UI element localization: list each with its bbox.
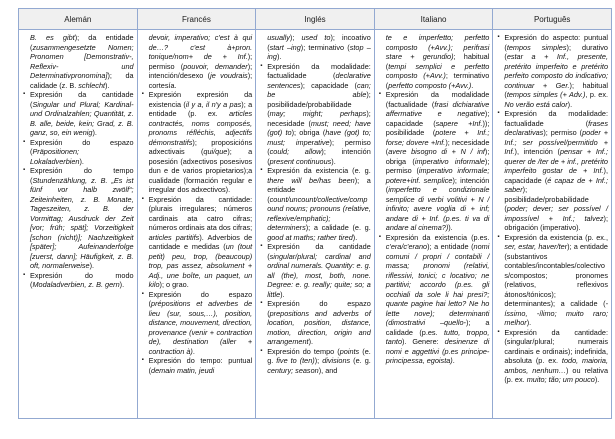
example-text: il y a, il n'y a pas xyxy=(185,99,242,109)
list-item xyxy=(378,233,490,366)
bullet-icon: ▪ xyxy=(23,167,26,173)
list-item xyxy=(378,33,490,90)
bullet-icon: ▪ xyxy=(497,233,500,240)
descriptor-text: , p. ex. xyxy=(585,90,609,99)
column-header-portugues: Português xyxy=(493,9,612,30)
example-text: can; be able xyxy=(267,80,371,99)
descriptor-text: Expresión da existencia (e. g. xyxy=(267,166,371,175)
descriptor-text: ); permiso ( xyxy=(543,128,583,137)
bullet-icon: ▪ xyxy=(23,271,26,278)
example-text: ser, estar, haver/ter xyxy=(504,242,568,251)
example-text: estar a + Inf., presente, pretérito imperfeito e pretérito perfeito composto do indicativo; continuar + Ger. xyxy=(504,52,608,90)
descriptor-text: ). xyxy=(79,156,84,166)
example-text: qui/que xyxy=(203,147,228,156)
descriptor-text: ); a calidade (e. g. xyxy=(305,223,371,232)
column-cell-2 xyxy=(256,30,375,419)
descriptor-text: Expresión do aspecto: puntual ( xyxy=(504,33,608,52)
bullet-icon: ▪ xyxy=(378,233,381,240)
example-text: there will be/has been xyxy=(267,175,355,185)
example-text: perfetto composto (+Avv.) xyxy=(388,80,472,90)
descriptor-text: ), capacidade ( xyxy=(504,166,608,185)
example-text: stop –ing xyxy=(267,42,371,61)
example-text: may; might; perhaps xyxy=(269,109,367,118)
example-text: avere bisogno di + N / inf xyxy=(388,147,485,156)
example-text: zusammengesetzte Nomen; Pronomen [Demonstrativ-, Reflexiv- und Determinativpronomina] xyxy=(30,42,134,80)
bullet-icon: ▪ xyxy=(497,110,500,116)
bullet-icon: ▪ xyxy=(260,347,263,354)
column-header-frances: Francés xyxy=(137,9,256,30)
list-item xyxy=(141,33,253,90)
bullet-icon: ▪ xyxy=(378,91,381,97)
example-text: B. es gibt xyxy=(30,33,75,42)
example-text: prepositions and adverbs of location, position, distance, motion, direction, origin and arrangement xyxy=(267,308,371,346)
column-cell-0 xyxy=(19,30,138,419)
descriptor-text: ); a calidade (p.es. xyxy=(385,318,490,337)
descriptor-text: ; terminativo ( xyxy=(385,71,490,90)
descriptor-text: ). xyxy=(526,318,532,327)
descriptor-text: ); necesidade ( xyxy=(267,109,371,128)
list-item xyxy=(22,33,134,90)
descriptor-text: ). xyxy=(448,223,453,232)
column-cell-4 xyxy=(493,30,612,419)
list-item xyxy=(141,356,253,375)
descriptor-text: ); da calidade (z. B. xyxy=(30,71,134,90)
descriptor-text: ); incoativo ( xyxy=(267,33,371,52)
example-text: desinenze di nomi e aggettivi (p.es principe-principessa, egoista) xyxy=(385,337,490,365)
descriptor-text: ); necesidade ( xyxy=(385,137,490,156)
descriptor-text: ). xyxy=(280,289,285,299)
language-comparison-table xyxy=(18,8,612,419)
example-text: singular/plural; cardinal and ordinal numerals. Quantity: e. g. all (the), most, both, none. Degree: e. g. really; quite; so; a little xyxy=(267,251,371,299)
descriptor-text: ); intención ( xyxy=(267,147,371,166)
example-text: imperfetto e condizionale semplice di verbi volitivi + N / infinito; avere voglia di + inf; andare di + Inf. (p.es. ti va di andare al cinema?) xyxy=(385,185,490,232)
example-text: Stundenzählung, z. B. „Es ist fünf vor halb zwölf“; Zeiteinheiten, z. B. Monate, Tageszeiten, z. B. der Vormittag; Ausdruck der Zeit [vor; früh; spät]; Vorzeitigkeit [schon (nicht)]; Nachzeitigkeit [später]; Aufeinanderfolge [zuerst, dann]; Häufigkeit, z. B. oft, normalerweise xyxy=(30,175,134,270)
example-text: century; season xyxy=(267,365,319,375)
descriptor-text: ). Adverbios de cantidade e medidas ( xyxy=(148,232,253,251)
column-header-aleman: Alemán xyxy=(19,9,138,30)
example-text: articles partitifs xyxy=(148,232,200,242)
descriptor-text: Expresión da cantidade ( xyxy=(267,242,371,261)
example-text: pouvoir, demander xyxy=(183,61,248,71)
descriptor-text: Expresión da cantidade: (plurais irregulares; números cardinais ata catro cifras; números ordinais ata dos cifras; xyxy=(148,194,253,232)
descriptor-text: ). xyxy=(594,375,600,384)
example-text: nomi comuni / propri / contabili / massa; pronomi (relativi, riflessivi, tonici; c locativo; ne partitivi; accordo (p.es. gli occhiali da sole li hai presi?; quante pagine hai letto? Ne ho lette nove); determinanti (dimostrativi –quello- xyxy=(385,242,490,327)
list-item xyxy=(141,195,253,290)
descriptor-text: ); a entidade (p. ex. xyxy=(148,99,253,118)
bullet-icon: ▪ xyxy=(260,167,263,173)
example-text: c'era/c'erano xyxy=(385,242,428,251)
descriptor-text: ); posibilidade/probabilidade ( xyxy=(504,185,589,213)
example-text: prépositions et adverbes de lieu (sur, sous,…), position, distance, mouvement, direction, provenance (venir + contraction de), destination (aller + contraction à) xyxy=(148,299,253,356)
descriptor-text: ); habitual ( xyxy=(504,80,608,99)
bullet-icon: ▪ xyxy=(23,138,26,145)
example-text: declarative sentences xyxy=(267,71,371,90)
descriptor-text: ); obriga ( xyxy=(385,147,490,166)
example-text: present continuous xyxy=(269,156,332,166)
descriptor-text: ). xyxy=(105,80,110,90)
bullet-icon: ▪ xyxy=(260,62,263,69)
list-item xyxy=(22,90,134,138)
example-text: good at maths; rather tired xyxy=(267,232,353,242)
list-item xyxy=(141,290,253,357)
descriptor-text: Expresión do tempo ( xyxy=(267,346,340,356)
descriptor-text: ); intención ( xyxy=(385,175,490,194)
descriptor-text: ) ou relativa (p. ex. xyxy=(504,365,609,384)
example-text: devoir, imperativo; c'est à qui de…? c'est à+pron. tonique/nom+ de + Inf. xyxy=(148,33,253,61)
example-text: usually xyxy=(267,33,290,42)
bullet-icon: ▪ xyxy=(260,300,263,306)
bullet-icon: ▪ xyxy=(497,34,500,40)
example-text: todo, maioria, ambos, nenhum… xyxy=(504,356,609,375)
bullet-icon: ▪ xyxy=(141,91,144,97)
descriptor-text: ); o grao. xyxy=(159,280,189,289)
descriptor-text: ); capacidade ( xyxy=(385,109,490,128)
descriptor-text: Expresión do modo ( xyxy=(30,270,134,289)
example-text: é capaz de + Inf.; saber xyxy=(504,175,608,194)
column-cell-3 xyxy=(374,30,493,419)
descriptor-text: ). xyxy=(276,52,282,61)
descriptor-text: . xyxy=(471,80,474,90)
table-body xyxy=(19,30,612,419)
example-text: tutto, troppo, tanto xyxy=(385,327,490,346)
example-text: start –ing xyxy=(269,42,301,52)
example-text: imperativo informale xyxy=(414,156,485,166)
descriptor-text: ), intención ( xyxy=(514,147,560,156)
descriptor-text: ; habitual ( xyxy=(385,52,490,71)
descriptor-text: ); a entidade (substantivos contables/incontables/colectivos/compostos; pronomes (relativos, reflexivos átonos/tónicos); determinantes); a calidade ( xyxy=(504,242,608,308)
example-text: tempi semplici e perfetto composto (+Avv.) xyxy=(385,61,490,80)
list-item xyxy=(141,90,253,195)
list-item xyxy=(22,271,134,290)
example-text: schlecht xyxy=(78,80,106,90)
descriptor-text: ); terminativo ( xyxy=(300,42,350,52)
list-item xyxy=(259,347,371,376)
example-text: must; need; have (got) to xyxy=(267,118,371,137)
list-item xyxy=(259,166,371,242)
example-text: sapere +Inf. xyxy=(435,118,483,128)
example-text: count/uncount/collective/compound nouns; pronouns (relative, reflexive/emphatic); determiners xyxy=(267,194,371,232)
example-text: points xyxy=(339,346,360,356)
descriptor-text: Expresión do tempo ( xyxy=(30,166,134,185)
descriptor-text: ); a entidade ( xyxy=(427,242,474,251)
descriptor-text: ); capacidade ( xyxy=(300,80,357,90)
example-text: -íssimo, -ílimo; muito raro; melhor xyxy=(504,299,608,327)
bullet-icon: ▪ xyxy=(141,195,144,202)
descriptor-text: Expresión expresión da existencia ( xyxy=(148,90,253,109)
example-text: frases declarativas xyxy=(504,118,608,137)
descriptor-text: ). xyxy=(119,280,125,289)
list-item xyxy=(259,33,371,62)
descriptor-text: . xyxy=(452,356,455,365)
descriptor-text: ), and xyxy=(318,365,338,375)
descriptor-text: ). xyxy=(89,261,95,270)
example-text: tempos simples xyxy=(506,42,567,52)
example-text: imperativo informale; potere+inf. semplice xyxy=(385,166,490,185)
descriptor-text: ). xyxy=(567,99,573,109)
descriptor-text: ). Genere: xyxy=(402,337,445,346)
list-item xyxy=(259,299,371,347)
example-text: Modaladverbien, z. B. gern xyxy=(32,280,120,289)
descriptor-text: Expresión do espazo ( xyxy=(267,299,371,318)
descriptor-text: ); permiso ( xyxy=(385,156,490,175)
descriptor-text: Expresión da modalidade: factualidade ( xyxy=(267,61,371,80)
descriptor-text: ). xyxy=(308,337,314,346)
bullet-icon: ▪ xyxy=(23,91,26,97)
example-text: articles contractés, noms composés, pronoms réfléchis, adjectifs démonstratifs xyxy=(148,109,253,147)
descriptor-text: ); permiso ( xyxy=(148,52,253,71)
example-text: te e imperfetto; perfetto composto (+Avv.); perifrasi stare + gerundio) xyxy=(385,33,490,61)
list-item xyxy=(259,242,371,299)
list-item xyxy=(259,62,371,167)
example-text: frasi dichiarative affermative e negative xyxy=(385,99,490,118)
descriptor-text: ); xyxy=(314,356,323,365)
descriptor-text: ). xyxy=(331,156,336,166)
descriptor-text: ); a posesión (adxectivos posesivos dun e de varios propietarios);a cualidade (formación regular e irregular dos adxectivos). xyxy=(148,147,253,194)
descriptor-text: Expresión do tempo: puntual ( xyxy=(148,356,253,375)
descriptor-text: ). xyxy=(352,232,358,242)
example-text: poder; dever; ser possível / impossível + Inf.; talvez xyxy=(504,204,608,223)
descriptor-text: ); a entidade ( xyxy=(267,175,371,204)
descriptor-text: Expresión da existencia (p. ex., xyxy=(504,232,608,242)
example-text: muito; tão; um pouco xyxy=(526,375,595,384)
list-item xyxy=(496,33,608,109)
descriptor-text: Expresión da cantidade: (singular/plural; numerais cardinais e ordinais); indefinida, absoluta (p. ex. xyxy=(504,327,608,365)
list-item xyxy=(378,90,490,233)
list-item xyxy=(496,109,608,233)
column-header-italiano: Italiano xyxy=(374,9,493,30)
example-text: demain matin, jeudi xyxy=(151,365,215,375)
descriptor-text: ); proposicións adxectivais ( xyxy=(148,137,253,156)
list-item xyxy=(496,233,608,328)
list-item xyxy=(22,166,134,271)
descriptor-text: Expresión do espazo ( xyxy=(30,137,134,156)
bullet-icon: ▪ xyxy=(141,290,144,297)
descriptor-text: . xyxy=(192,346,195,356)
descriptor-text: ); posibilidade/probabilidade ( xyxy=(267,90,371,118)
descriptor-text: ); cortesía. xyxy=(148,71,253,90)
descriptor-text: Expresión da cantidade ( xyxy=(30,90,134,109)
descriptor-text: Expresión da existencia (p.es. xyxy=(385,232,490,242)
descriptor-text: ); obriga ( xyxy=(291,128,326,137)
descriptor-text: (e. g. xyxy=(350,356,371,365)
descriptor-text: ); obrigación (imperativo). xyxy=(504,213,608,232)
example-text: divisions xyxy=(322,356,351,365)
column-cell-1 xyxy=(137,30,256,419)
descriptor-text: ); da entidade ( xyxy=(30,33,134,52)
bullet-icon: ▪ xyxy=(141,357,144,363)
descriptor-text: )); posibilidade ( xyxy=(385,118,490,137)
descriptor-text: Expresión da modalidade: factualidade ( xyxy=(504,109,608,128)
descriptor-text: ). xyxy=(92,128,97,137)
example-text: poder + Inf.; ser possível/permitido + Inf. xyxy=(504,128,608,156)
example-text: five to (ten) xyxy=(276,356,315,365)
example-text: un (tout petit) peu, trop, (beaucoup) trop, pas assez, absolument + Adj., une boîte, un paquet, un kilo xyxy=(148,242,253,289)
descriptor-text: ); permiso ( xyxy=(267,137,371,156)
descriptor-text: (e. g. xyxy=(267,346,371,365)
descriptor-text: ); durativo ( xyxy=(504,42,608,61)
example-text: tempos simples (+ Adv.) xyxy=(506,90,586,99)
descriptor-text: Expresión do espazo ( xyxy=(148,289,253,308)
example-text: Präpositionen; Lokaladverbien xyxy=(30,147,80,166)
descriptor-text: ); xyxy=(289,33,302,42)
bullet-icon: ▪ xyxy=(260,243,263,249)
example-text: pensar + Inf.; querer de /ter de + inf., pretérito imperfeito gostar de + Inf. xyxy=(504,147,608,175)
descriptor-text: ); intención/desexo ( xyxy=(148,61,253,80)
table-header-row xyxy=(19,9,612,30)
example-text: could; allow xyxy=(269,147,322,156)
example-text: Singular und Plural; Kardinal- und Ordinalzahlen; Quantität, z. B. alle, beide, kein; Grad, z. B. ganz, so, ein wenig xyxy=(30,99,134,137)
descriptor-text: Expresión da modalidade (factualidade ( xyxy=(385,90,490,109)
list-item xyxy=(22,138,134,167)
list-item xyxy=(496,328,608,385)
example-text: No verão está calor xyxy=(504,99,568,109)
example-text: je voudrais xyxy=(210,71,248,80)
example-text: potere + Inf.; forse; dovere +Inf. xyxy=(385,128,490,147)
example-text: have (got) to; must; imperative xyxy=(267,128,371,147)
column-header-ingles: Inglés xyxy=(256,9,375,30)
bullet-icon: ▪ xyxy=(497,328,500,335)
example-text: used to xyxy=(301,33,331,42)
